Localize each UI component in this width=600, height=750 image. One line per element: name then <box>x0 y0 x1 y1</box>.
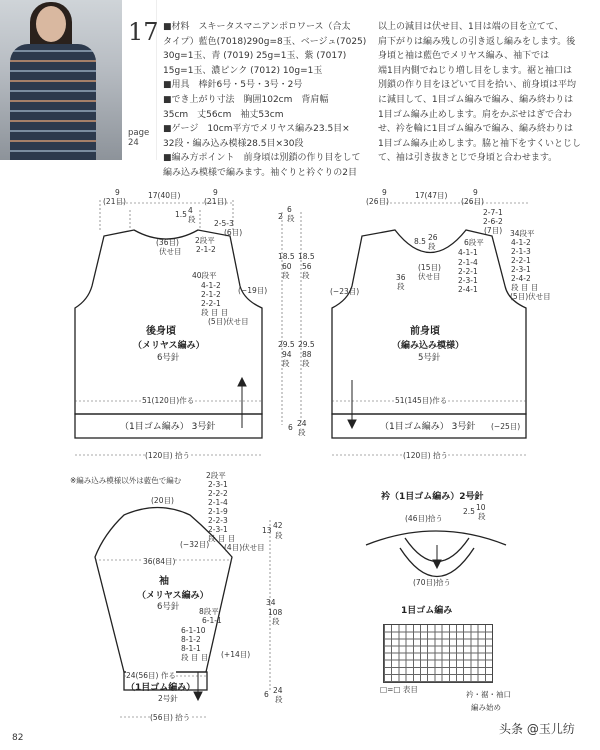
instruction-line: に減目して、1目ゴム編みで編み、編み終わりは <box>378 94 574 105</box>
sleeve-measure: 108 <box>268 608 283 617</box>
back-label: 4-1-2 <box>201 281 221 290</box>
sleeve-label: 8-1-2 <box>181 635 201 644</box>
instruction-line: て、袖は引き抜きとじで身頃と合わせます。 <box>378 153 558 164</box>
instruction-line: 15g=1玉、濃ピンク (7012) 10g=1玉 <box>163 65 323 76</box>
sleeve-measure: 34 <box>266 598 276 607</box>
front-rib-dec: (−25目) <box>491 422 521 431</box>
front-label: 2-2-1 <box>511 256 531 265</box>
front-label: 4-1-1 <box>458 248 478 257</box>
sleeve-measure: 段 <box>272 617 280 626</box>
front-title: 前身頃 <box>410 326 440 337</box>
sleeve-label: 8-1-1 <box>181 644 201 653</box>
front-label: 2-1-3 <box>511 247 531 256</box>
sleeve-stitch: （メリヤス編み） <box>137 591 209 601</box>
sleeve-label: 2-2-2 <box>208 489 228 498</box>
front-label: 8.5 <box>414 237 426 246</box>
instruction-line: 30g=1玉、青 (7019) 25g=1玉、紫 (7017) <box>163 51 347 62</box>
collar-title: 衿（1目ゴム編み）2号針 <box>381 492 484 502</box>
measure: 18.5 <box>298 252 315 261</box>
instruction-line: 以上の減目は伏せ目、1目は端の目を立てて、 <box>378 22 564 32</box>
back-label: 2-1-2 <box>196 245 216 254</box>
front-label: 2-4-2 <box>511 274 531 283</box>
front-label: (26目) <box>366 197 389 206</box>
sleeve-note: ※編み込み模様以外は藍色で編む <box>70 476 182 485</box>
sleeve-label: (4目)伏せ目 <box>224 543 265 552</box>
collar-label: 10 <box>476 503 486 512</box>
front-label: (5目)伏せ目 <box>510 292 551 301</box>
instruction-line: ■用具 棒針6号・5号・3号・2号 <box>163 80 303 91</box>
back-label: 9 <box>115 188 120 197</box>
sleeve-label: 6-1-10 <box>181 626 206 635</box>
sleeve-width: 36(84目) <box>143 557 176 566</box>
instruction-line: 1目ゴム編み止めします。肩をかぶせはぎで合わ <box>378 109 573 120</box>
pattern-number: 17 <box>128 18 159 46</box>
instruction-line: 身頃と袖は藍色でメリヤス編み、袖下では <box>378 51 550 62</box>
rib-chart-label: 編み始め <box>471 703 501 712</box>
front-width: 51(145目)作る <box>395 396 448 405</box>
rib-chart-grid <box>383 624 493 683</box>
back-label: 40段平 <box>192 271 217 280</box>
front-label: 26 <box>428 233 438 242</box>
sleeve-label: 6-1-1 <box>202 616 222 625</box>
front-label: (7目) <box>484 226 503 235</box>
instruction-line: ■編み方ポイント 前身頃は別鎖の作り目をして <box>163 153 361 164</box>
front-label: 6段平 <box>464 238 484 247</box>
instruction-line: ■材料 スキータスマニアンポロワース（合太 <box>163 22 351 32</box>
front-label: 9 <box>473 188 478 197</box>
sleeve-label: (20目) <box>151 496 174 505</box>
measure: 段 <box>282 359 290 368</box>
instruction-line: 別鎖の作り目をほどいて目を拾い、前身頃は平均 <box>378 80 577 91</box>
front-label: 17(47目) <box>415 191 448 200</box>
back-label: (21目) <box>204 197 227 206</box>
front-rib-label: （1目ゴム編み） 3号針 <box>380 422 476 432</box>
back-label: (21目) <box>103 197 126 206</box>
front-needle: 5号針 <box>418 353 441 363</box>
sleeve-title: 袖 <box>159 576 169 587</box>
collar-label: 2.5 <box>463 507 475 516</box>
front-label: 9 <box>382 188 387 197</box>
front-label: 伏せ目 <box>418 272 441 281</box>
front-label: 2-4-1 <box>458 285 478 294</box>
sleeve-label: (−32目) <box>180 540 210 549</box>
collar-label: (46目)拾う <box>405 514 443 523</box>
back-label: (5目)伏せ目 <box>208 317 249 326</box>
measure: 段 <box>302 359 310 368</box>
front-stitch: （編み込み模様） <box>392 341 465 351</box>
sleeve-measure: 24 <box>273 686 283 695</box>
measure: 29.5 <box>278 340 295 349</box>
sleeve-label: 2-3-1 <box>208 525 228 534</box>
sleeve-needle: 6号針 <box>157 602 180 612</box>
measure: 94 <box>282 350 292 359</box>
sleeve-label: 2-1-9 <box>208 507 228 516</box>
back-label: 17(40目) <box>148 191 181 200</box>
back-rib-label: （1目ゴム編み） 3号針 <box>120 422 216 432</box>
page-number: 82 <box>12 733 24 743</box>
collar-label: 段 <box>478 512 486 521</box>
measure: 段 <box>298 428 306 437</box>
front-label: 段 <box>428 242 436 251</box>
sleeve-cuff-width: 24(56目) 作る <box>126 671 176 680</box>
watermark: 头条 @玉儿纺 <box>499 722 575 736</box>
front-label: 36 <box>396 273 406 282</box>
instruction-line: ■ゲージ 10cm平方でメリヤス編み23.5目× <box>163 124 350 135</box>
measure: 6 <box>287 205 292 214</box>
sleeve-rib-needle: 2号針 <box>158 694 178 703</box>
back-label: 2-1-2 <box>201 290 221 299</box>
measure: 88 <box>302 350 312 359</box>
measure: 18.5 <box>278 252 295 261</box>
collar-label: (70目)拾う <box>413 578 451 587</box>
front-label: 4-1-2 <box>511 238 531 247</box>
front-label: 2-2-1 <box>458 267 478 276</box>
back-label: (36目) <box>156 238 179 247</box>
instruction-line: 肩下がりは編み残しの引き返し編みをします。後 <box>378 36 576 47</box>
back-label: 段 <box>188 215 196 224</box>
measure: 段 <box>302 271 310 280</box>
sleeve-label: 2段平 <box>206 471 226 480</box>
sleeve-label: 2-2-3 <box>208 516 228 525</box>
back-label: 1.5 <box>175 210 187 219</box>
sleeve-label: 2-1-4 <box>208 498 228 507</box>
measure: 2 <box>278 212 283 221</box>
back-label: 2段平 <box>195 236 215 245</box>
back-label: 4 <box>188 206 193 215</box>
sleeve-measure: 42 <box>273 521 283 530</box>
front-label: 2-3-1 <box>511 265 531 274</box>
back-needle: 6号針 <box>157 353 180 363</box>
measure: 60 <box>282 262 292 271</box>
instruction-line: 編み込み模様で編みます。袖ぐりと衿ぐりの2目 <box>163 167 358 178</box>
instruction-line: 32段・編み込み模様28.5目×30段 <box>163 138 304 149</box>
front-label: 段 目 目 <box>511 283 539 292</box>
front-label: 2-6-2 <box>483 217 503 226</box>
rib-chart-legend: □=□ 表目 <box>380 685 418 694</box>
back-stitch: （メリヤス編み） <box>133 341 205 351</box>
instruction-line: ■でき上がり寸法 胸囲102cm 背肩幅 <box>163 94 329 105</box>
back-label: 2-2-1 <box>201 299 221 308</box>
back-label: (−19目) <box>238 286 268 295</box>
sleeve-measure: 6 <box>264 690 269 699</box>
measure: 6 <box>288 423 293 432</box>
front-label: 2-3-1 <box>458 276 478 285</box>
sleeve-measure: 段 <box>275 695 283 704</box>
sleeve-rib-label: （1目ゴム編み） <box>126 683 196 693</box>
page-label: page <box>128 128 150 138</box>
back-label: 2-5-3 <box>214 219 234 228</box>
sleeve-label: 段 目 目 <box>181 653 209 662</box>
front-label: (15目) <box>418 263 441 272</box>
sleeve-label: 8段平 <box>199 607 219 616</box>
front-label: 2-1-4 <box>458 258 478 267</box>
back-title: 後身頃 <box>146 326 176 337</box>
front-label: 段 <box>397 282 405 291</box>
back-label: (6目) <box>224 228 243 237</box>
sleeve-label: (+14目) <box>221 650 251 659</box>
back-label: 伏せ目 <box>159 247 182 256</box>
sleeve-measure: 13 <box>262 526 272 535</box>
back-label: 9 <box>213 188 218 197</box>
front-label: (26目) <box>461 197 484 206</box>
instruction-line: 35cm 丈56cm 袖丈53cm <box>163 109 284 120</box>
front-label: (−23目) <box>330 287 360 296</box>
sleeve-rib-pick: (56目) 拾う <box>150 713 191 722</box>
rib-chart-title: 1目ゴム編み <box>401 606 453 616</box>
front-label: 2-7-1 <box>483 208 503 217</box>
back-rib-pick: (120目) 拾う <box>145 451 191 460</box>
rib-chart-label: 衿・裾・袖口 <box>466 690 511 699</box>
measure: 29.5 <box>298 340 315 349</box>
collar-outline <box>366 531 506 545</box>
measure: 段 <box>287 214 295 223</box>
page-ref-number: 24 <box>128 138 139 148</box>
back-label: 段 目 目 <box>201 308 229 317</box>
measure: 56 <box>302 262 312 271</box>
instruction-line: せ、衿を輪に1目ゴム編みで編み、編み終わりは <box>378 124 573 135</box>
sleeve-measure: 段 <box>275 531 283 540</box>
measure: 段 <box>282 271 290 280</box>
measure: 24 <box>297 419 307 428</box>
instruction-line: タイプ）藍色(7018)290g=8玉、ベージュ(7025) <box>163 36 367 47</box>
sleeve-label: 段 目 目 <box>208 534 236 543</box>
back-width: 51(120目)作る <box>142 396 195 405</box>
instruction-line: 端1目内側でねじり増し目をします。裾と袖口は <box>378 65 573 76</box>
front-label: 34段平 <box>510 229 535 238</box>
front-rib-pick: (120目) 拾う <box>403 451 449 460</box>
sleeve-label: 2-3-1 <box>208 480 228 489</box>
instruction-line: 1目ゴム編み止めします。脇と袖下をすくいとじし <box>378 138 582 149</box>
